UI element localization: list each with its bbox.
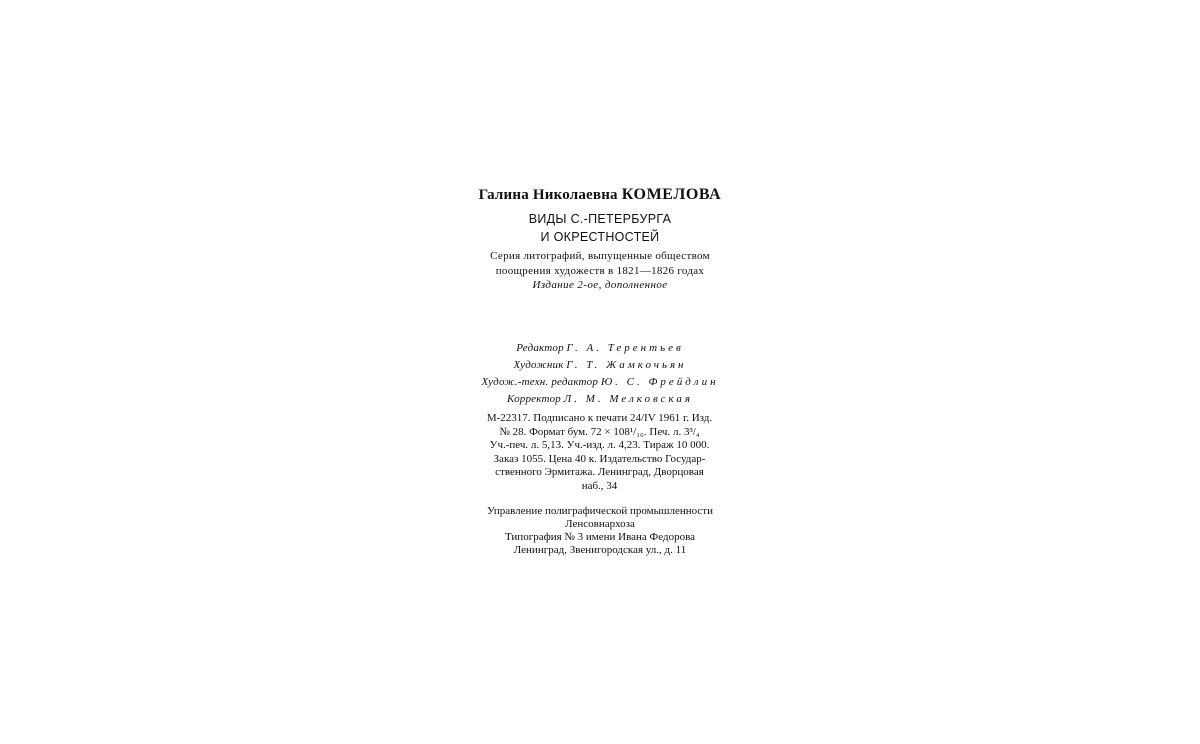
credit-role: Редактор xyxy=(516,342,564,354)
credit-person: Г. А. Терентьев xyxy=(566,342,684,354)
credit-artist xyxy=(455,357,745,374)
title-line-1: ВИДЫ С.-ПЕТЕРБУРГА xyxy=(528,212,672,226)
author-name xyxy=(455,186,745,204)
imprint-line: наб., 34 xyxy=(581,479,618,492)
printer-line: Ленинград, Звенигородская ул., д. 11 xyxy=(513,544,687,556)
credit-person: Ю. С. Фрейдлин xyxy=(600,376,719,388)
printer-info xyxy=(455,505,745,557)
credit-tech-editor xyxy=(455,374,745,391)
imprint-line: М-22317. Подписано к печати 24/IV 1961 г. Изд. xyxy=(486,412,713,424)
imprint-line: Уч.-печ. л. 5,13. Уч.-изд. л. 4,23. Тираж 10 000. xyxy=(489,439,710,452)
book-description xyxy=(455,249,745,279)
description-line-1: Серия литографий, выпущенные обществом xyxy=(490,250,710,262)
edition-note: Издание 2-ое, дополненное xyxy=(532,279,668,291)
credit-person: Г. Т. Жамкочьян xyxy=(566,359,687,371)
credits-list xyxy=(455,340,745,408)
imprint-line: ственного Эрмитажа. Ленинград, Дворцовая xyxy=(495,466,704,479)
imprint-details xyxy=(462,412,737,494)
imprint-line: № 28. Формат бум. 72 × 108¹/₁₆. Печ. л. 3³/₄ xyxy=(499,425,700,438)
description-line-2: поощрения художеств в 1821—1826 годах xyxy=(495,265,705,277)
credit-role: Корректор xyxy=(506,393,561,405)
printer-line: Типография № 3 имени Ивана Федорова xyxy=(504,531,696,543)
printer-line: Ленсовнархоза xyxy=(565,518,635,530)
printer-line: Управление полиграфической промышленности xyxy=(487,505,713,517)
credit-proofreader xyxy=(455,391,745,408)
credit-role: Худож.-техн. редактор xyxy=(481,376,599,388)
author-surname: КОМЕЛОВА xyxy=(621,186,722,203)
credit-person: Л. М. Мелковская xyxy=(563,393,693,405)
book-title xyxy=(455,210,745,246)
title-line-2: И ОКРЕСТНОСТЕЙ xyxy=(540,230,660,244)
credit-editor xyxy=(455,340,745,357)
author-given-names: Галина Николаевна xyxy=(478,187,618,203)
credit-role: Художник xyxy=(513,359,564,371)
imprint-line: Заказ 1055. Цена 40 к. Издательство Государ- xyxy=(493,452,706,465)
